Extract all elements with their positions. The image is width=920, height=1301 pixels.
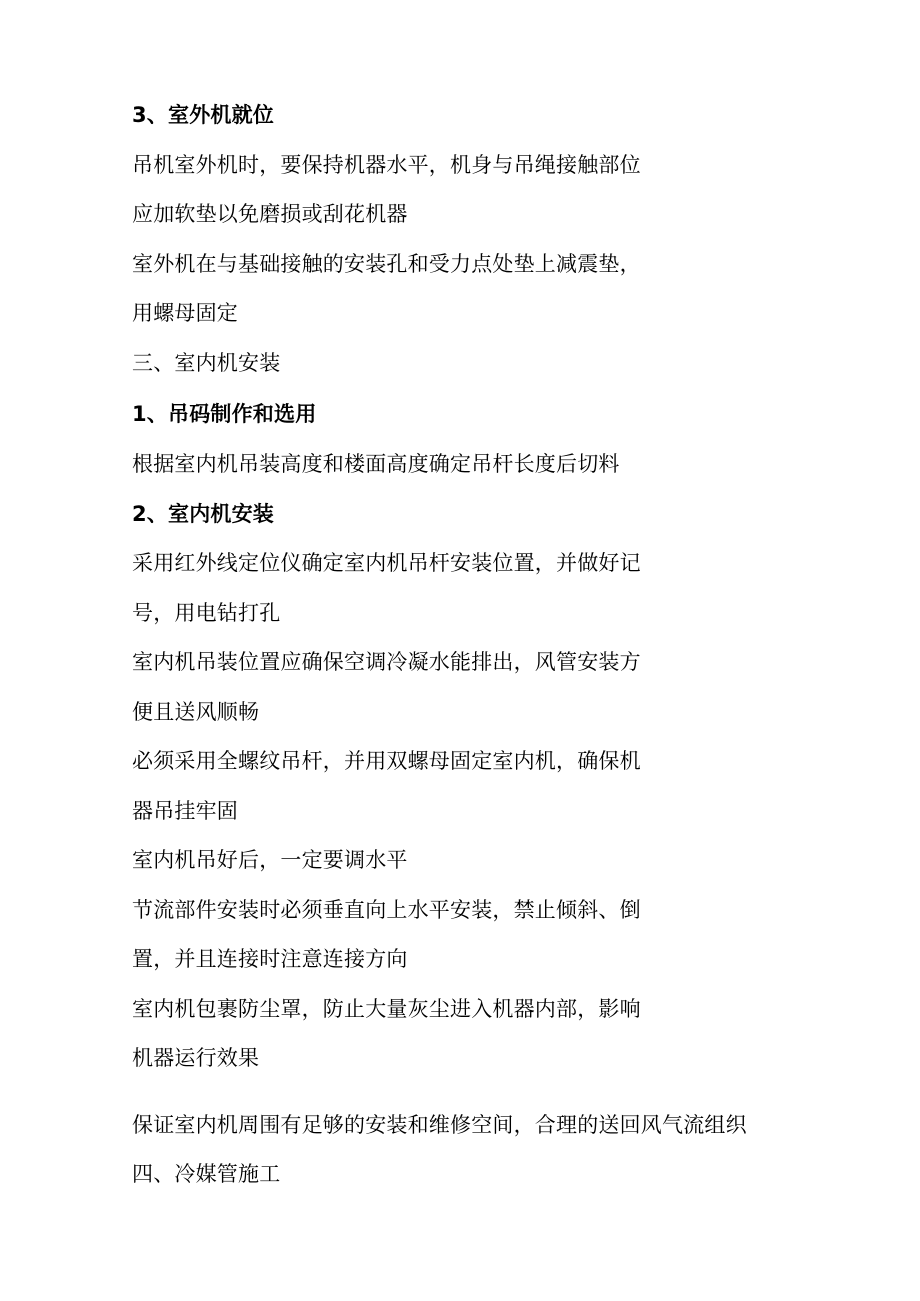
paragraph-line: 室内机包裹防尘罩，防止大量灰尘进入机器内部，影响	[132, 997, 641, 1021]
paragraph-line: 室内机吊好后，一定要调水平	[132, 848, 408, 872]
paragraph-line: 保证室内机周围有足够的安装和维修空间，合理的送回风气流组织	[132, 1113, 747, 1137]
paragraph-line: 必须采用全螺纹吊杆，并用双螺母固定室内机，确保机	[132, 749, 641, 773]
paragraph-line: 采用红外线定位仪确定室内机吊杆安装位置，并做好记	[132, 551, 641, 575]
paragraph-line: 室外机在与基础接触的安装孔和受力点处垫上减震垫，	[132, 252, 641, 276]
paragraph-line: 室内机吊装位置应确保空调冷凝水能排出，风管安装方	[132, 650, 641, 674]
heading-hanger-fabrication: 1、吊码制作和选用	[132, 402, 317, 426]
paragraph-line: 号，用电钻打孔	[132, 601, 281, 625]
heading-indoor-unit-installation: 2、室内机安装	[132, 502, 275, 526]
section-heading-indoor-unit: 三、室内机安装	[132, 351, 281, 375]
paragraph-line: 用螺母固定	[132, 301, 238, 325]
paragraph-line: 吊机室外机时，要保持机器水平，机身与吊绳接触部位	[132, 153, 641, 177]
section-heading-refrigerant-piping: 四、冷媒管施工	[132, 1162, 281, 1186]
paragraph-line: 置，并且连接时注意连接方向	[132, 947, 408, 971]
paragraph-line: 便且送风顺畅	[132, 700, 260, 724]
paragraph-line: 节流部件安装时必须垂直向上水平安装，禁止倾斜、倒	[132, 898, 641, 922]
heading-outdoor-unit-placement: 3、室外机就位	[132, 103, 275, 127]
paragraph-line: 应加软垫以免磨损或刮花机器	[132, 202, 408, 226]
paragraph-line: 根据室内机吊装高度和楼面高度确定吊杆长度后切料	[132, 452, 620, 476]
paragraph-line: 机器运行效果	[132, 1046, 260, 1070]
paragraph-line: 器吊挂牢固	[132, 799, 238, 823]
